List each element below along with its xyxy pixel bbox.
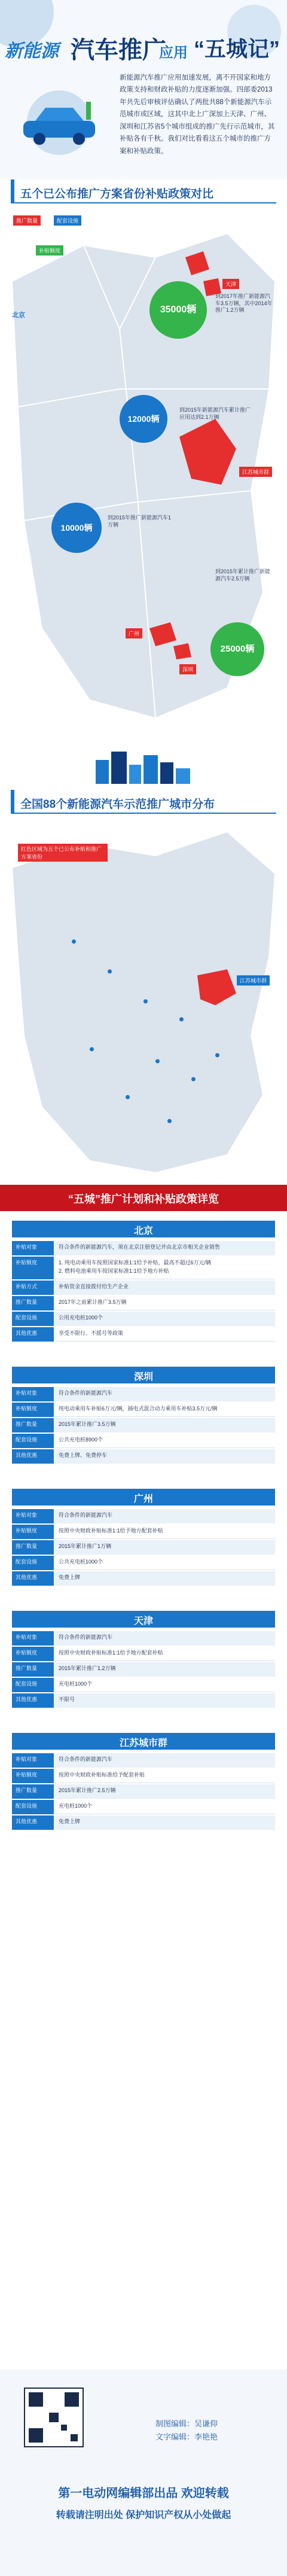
row-value: 按照中央财政补贴标准给予配套补贴 xyxy=(55,1769,275,1783)
note-text: 到2017年推广新能源汽车3.5万辆，其中2014年推广1.2万辆 xyxy=(215,293,273,314)
row-key: 补贴对象 xyxy=(12,1631,54,1646)
table-row xyxy=(12,1312,275,1326)
city-header: 江苏城市群 xyxy=(12,1733,275,1750)
row-key: 其他优惠 xyxy=(12,1693,54,1708)
table-row xyxy=(12,1769,275,1783)
row-value: 2015年累计推广1万辆 xyxy=(55,1540,275,1555)
row-value: 充电桩1000个 xyxy=(55,1678,275,1692)
value-circle: 12000辆 xyxy=(120,395,167,443)
details-header: “五城”推广计划和补贴政策详览 xyxy=(0,1185,287,1211)
section-subsidy-compare: 五个已公布推广方案省份补贴政策对比 xyxy=(11,180,276,203)
row-key: 推广数量 xyxy=(12,1784,54,1799)
row-key: 其他优惠 xyxy=(12,1571,54,1586)
value-circle: 25000辆 xyxy=(210,622,264,676)
table-row xyxy=(12,1647,275,1661)
row-key: 补贴额度 xyxy=(12,1525,54,1539)
city-dot xyxy=(155,1059,160,1063)
row-value: 公用充电桩1000个 xyxy=(55,1312,275,1326)
table-row xyxy=(12,1631,275,1646)
section-bar xyxy=(11,790,14,814)
row-key: 配套设施 xyxy=(12,1678,54,1692)
credit-line: 制图编辑：吴谦仰 xyxy=(155,2419,218,2428)
table-row xyxy=(12,1525,275,1539)
row-value: 按照中央财政补贴标准1:1给予地方配套补贴 xyxy=(55,1647,275,1661)
table-row xyxy=(12,1281,275,1295)
row-value: 2015年累计推广2.5万辆 xyxy=(55,1784,275,1799)
row-key: 配套设施 xyxy=(12,1800,54,1814)
city-dot xyxy=(215,1053,219,1057)
row-key: 补贴额度 xyxy=(12,1769,54,1783)
row-key: 补贴对象 xyxy=(12,1241,54,1255)
section-rule xyxy=(11,813,276,814)
row-key: 补贴额度 xyxy=(12,1257,54,1279)
row-value: 公共充电桩1000个 xyxy=(55,1556,275,1570)
row-key: 其他优惠 xyxy=(12,1327,54,1342)
value-circle: 35000辆 xyxy=(149,281,207,339)
note-text: 到2015年新能源汽车累计推广应用达到2.1万辆 xyxy=(179,407,251,420)
row-key: 补贴对象 xyxy=(12,1509,54,1523)
row-key: 推广数量 xyxy=(12,1418,54,1433)
row-value: 免费上牌 xyxy=(55,1571,275,1586)
city-dot xyxy=(108,969,112,974)
city-dot xyxy=(144,999,148,1003)
car-illustration xyxy=(8,90,110,156)
jiangsu-tag: 江苏城市群 xyxy=(239,467,272,477)
intro-text: 新能源汽车推广应用加速发展，离不开国家和地方政策支持和财政补贴的力度逐渐加强。四部委2013年共先后审核评估确认了两批共88个新能源汽车示范城市或区域，这其中北上广深加上天津、广州、深圳和江苏省5个城市组成的推广先行示范城市，其补贴各有千秋。我们对比看看这五个城市的推广方案和补贴政策。 xyxy=(120,74,275,155)
row-value: 按照中央财政补贴标准1:1给予地方配套补贴 xyxy=(55,1525,275,1539)
table-row xyxy=(12,1434,275,1448)
city-dot xyxy=(72,939,76,944)
row-key: 推广数量 xyxy=(12,1540,54,1555)
row-key: 其他优惠 xyxy=(12,1449,54,1464)
row-value: 符合条件的新能源汽车 xyxy=(55,1753,275,1768)
legend-subsidy: 补贴额度 xyxy=(36,245,63,256)
row-value: 享受不限行、不摇号等政策 xyxy=(55,1327,275,1342)
row-value: 2017年之前累计推广3.5万辆 xyxy=(55,1296,275,1310)
row-key: 推广数量 xyxy=(12,1662,54,1677)
row-key: 其他优惠 xyxy=(12,1815,54,1830)
table-row xyxy=(12,1784,275,1799)
page-title: 新能源 汽车推广 应用 “五城记” xyxy=(5,37,280,63)
beijing-label: 北京 xyxy=(12,312,25,319)
row-value: 符合条件的新能源汽车，须在北京注册登记并由北京市相关企业销售 xyxy=(55,1241,275,1255)
city-dot xyxy=(90,1047,94,1051)
legend-facility: 配套设施 xyxy=(54,215,81,226)
legend-red: 红色区域为五个已公布补贴和推广方案省份 xyxy=(18,844,108,862)
table-row xyxy=(12,1571,275,1586)
table-row xyxy=(12,1678,275,1692)
city-header: 北京 xyxy=(12,1221,275,1237)
section-city-distribution: 全国88个新能源汽车示范推广城市分布 xyxy=(11,790,276,814)
jiangsu-tag: 江苏城市群 xyxy=(237,975,270,986)
table-row xyxy=(12,1693,275,1708)
table-row xyxy=(12,1509,275,1523)
row-value: 符合条件的新能源汽车 xyxy=(55,1387,275,1401)
skyline-illustration xyxy=(90,748,197,784)
row-value: 公共充电桩8900个 xyxy=(55,1434,275,1448)
table-row xyxy=(12,1387,275,1401)
row-value: 充电桩1000个 xyxy=(55,1800,275,1814)
table-row xyxy=(12,1449,275,1464)
tianjin-tag: 天津 xyxy=(222,279,239,289)
row-value: 免费上牌、免费停车 xyxy=(55,1449,275,1464)
row-key: 配套设施 xyxy=(12,1312,54,1326)
city-dot xyxy=(191,1077,196,1081)
row-value: 补贴资金直接拨付给生产企业 xyxy=(55,1281,275,1295)
table-row xyxy=(12,1800,275,1814)
row-value: 不限号 xyxy=(55,1693,275,1708)
city-dot xyxy=(126,1095,130,1099)
row-key: 推广数量 xyxy=(12,1296,54,1310)
note-text: 到2015年推广新能源汽车1万辆 xyxy=(108,515,172,528)
section-rule xyxy=(11,202,276,203)
row-value: 纯电动乘用车补贴6万元/辆，插电式混合动力乘用车补贴3.5万元/辆 xyxy=(55,1403,275,1417)
slogan: 第一电动网编辑部出品 欢迎转载 xyxy=(58,2487,229,2500)
table-row xyxy=(12,1753,275,1768)
table-row xyxy=(12,1403,275,1417)
row-value: 符合条件的新能源汽车 xyxy=(55,1631,275,1646)
table-row xyxy=(12,1815,275,1830)
row-value: 2015年累计推广1.2万辆 xyxy=(55,1662,275,1677)
table-row xyxy=(12,1257,275,1279)
city-tables xyxy=(0,1221,287,2358)
table-row xyxy=(12,1556,275,1570)
qr-code xyxy=(24,2388,84,2447)
row-value: 免费上牌 xyxy=(55,1815,275,1830)
row-value: 符合条件的新能源汽车 xyxy=(55,1509,275,1523)
table-row xyxy=(12,1241,275,1255)
legend-count: 推广数量 xyxy=(13,215,41,226)
row-key: 配套设施 xyxy=(12,1434,54,1448)
row-value: 1. 纯电动乘用车按照国家标准1:1给予补贴，最高不超过6万元/辆 2. 燃料电池乘用车按国家标准1:1给予地方补贴 xyxy=(55,1257,275,1279)
row-key: 配套设施 xyxy=(12,1556,54,1570)
credit-line: 文字编辑：李艳艳 xyxy=(155,2432,218,2441)
row-key: 补贴对象 xyxy=(12,1753,54,1768)
table-row xyxy=(12,1296,275,1310)
row-key: 补贴额度 xyxy=(12,1647,54,1661)
table-row xyxy=(12,1540,275,1555)
city-header: 广州 xyxy=(12,1489,275,1506)
subsidy-map xyxy=(0,209,287,736)
city-header: 深圳 xyxy=(12,1367,275,1383)
table-row xyxy=(12,1327,275,1342)
note-text: 到2015年累计推广新能源汽车2.5万辆 xyxy=(215,568,271,582)
row-key: 补贴方式 xyxy=(12,1281,54,1295)
table-row xyxy=(12,1418,275,1433)
section-bar xyxy=(11,180,14,203)
row-key: 补贴额度 xyxy=(12,1403,54,1417)
distribution-map xyxy=(0,820,287,1179)
row-value: 2015年累计推广3.5万辆 xyxy=(55,1418,275,1433)
city-header: 天津 xyxy=(12,1611,275,1628)
slogan: 转载请注明出处 保护知识产权从小处做起 xyxy=(56,2510,231,2520)
guangzhou-tag: 广州 xyxy=(126,628,142,638)
city-dot xyxy=(167,1119,172,1123)
value-circle: 10000辆 xyxy=(51,503,102,553)
city-dot xyxy=(179,1017,184,1021)
table-row xyxy=(12,1662,275,1677)
row-key: 补贴对象 xyxy=(12,1387,54,1401)
china-map-shape xyxy=(0,820,287,1179)
shenzhen-tag: 深圳 xyxy=(179,664,196,674)
